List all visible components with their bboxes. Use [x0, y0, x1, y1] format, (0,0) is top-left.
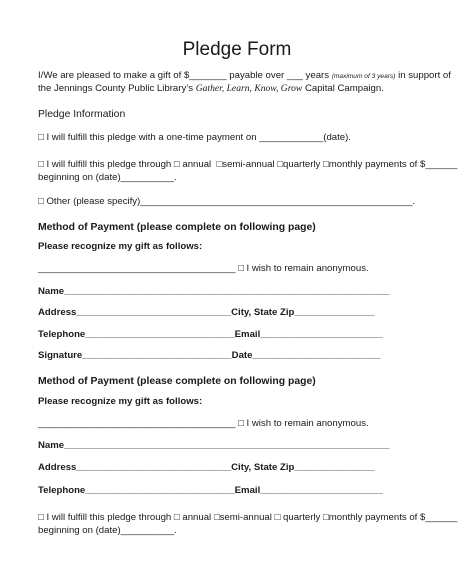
intro-text-a: I/We are pleased to make a gift of $_______ payable over ___ years [38, 70, 332, 81]
signature-date-field[interactable]: Signature____________________________Date________________________ [38, 350, 381, 361]
name-field[interactable]: Name_____________________________________________________________ [38, 286, 390, 297]
intro-text-d: Capital Campaign. [302, 83, 384, 94]
telephone-email-field-2[interactable]: Telephone____________________________Email_______________________ [38, 485, 383, 496]
one-time-payment-option[interactable]: □ I will fulfill this pledge with a one-time payment on ____________(date). [38, 132, 351, 143]
recognition-name-field-2[interactable]: _____________________________________ □ I wish to remain anonymous. [38, 418, 369, 429]
recognize-gift-label-2: Please recognize my gift as follows: [38, 396, 203, 407]
intro-text-c: the Jennings County Public Library’s [38, 83, 196, 94]
installment-option[interactable]: □ I will fulfill this pledge through □ annual □semi-annual □quarterly □monthly payments of $______ [38, 159, 458, 170]
other-option[interactable]: □ Other (please specify)___________________________________________________. [38, 196, 416, 207]
pledge-info-heading: Pledge Information [38, 109, 126, 120]
page-title: Pledge Form [182, 39, 292, 60]
intro-note: (maximum of 3 years) [331, 73, 396, 80]
recognition-name-field[interactable]: _____________________________________ □ I wish to remain anonymous. [38, 263, 369, 274]
campaign-name: Gather, Learn, Know, Grow [195, 83, 303, 94]
name-field-2[interactable]: Name_____________________________________________________________ [38, 440, 390, 451]
installment-begin-date-2[interactable]: beginning on (date)__________. [38, 525, 177, 536]
installment-option-2[interactable]: □ I will fulfill this pledge through □ annual □semi-annual □ quarterly □monthly payments of $______ [38, 512, 458, 523]
intro-line-2 [38, 83, 384, 95]
installment-begin-date[interactable]: beginning on (date)__________. [38, 172, 177, 183]
address-field-2[interactable]: Address_____________________________City, State Zip_______________ [38, 462, 375, 473]
address-field[interactable]: Address_____________________________City, State Zip_______________ [38, 307, 375, 318]
payment-method-heading: Method of Payment (please complete on following page) [38, 222, 316, 233]
recognize-gift-label: Please recognize my gift as follows: [38, 241, 203, 252]
intro-line-1 [38, 70, 451, 83]
intro-text-b: in support of [395, 70, 451, 81]
payment-method-heading-2: Method of Payment (please complete on following page) [38, 376, 316, 387]
telephone-email-field[interactable]: Telephone____________________________Email_______________________ [38, 329, 383, 340]
